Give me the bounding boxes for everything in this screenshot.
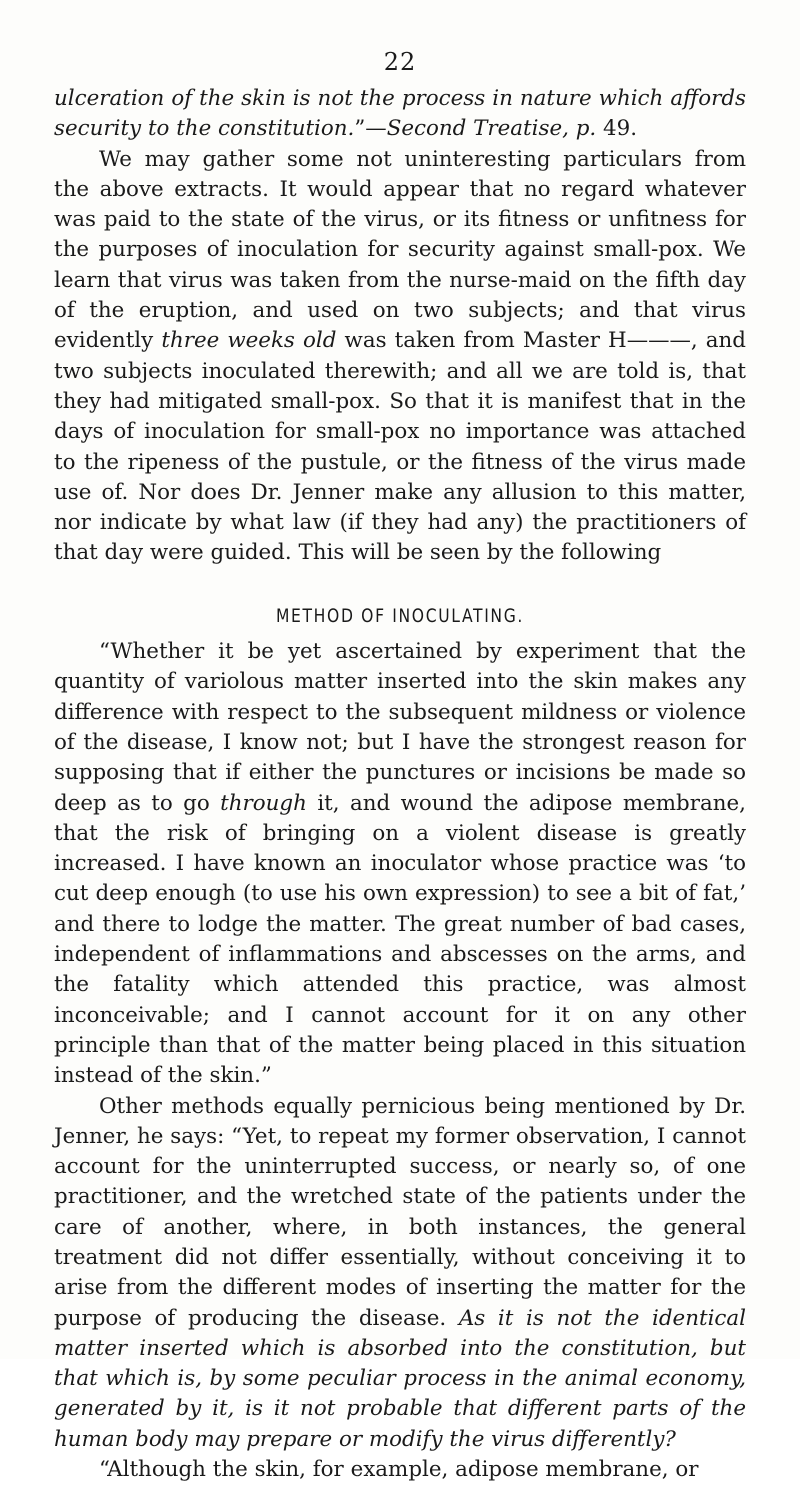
paragraph-text: “Although the skin, for example, adipose membrane, or — [99, 1457, 699, 1483]
paragraph — [54, 1455, 746, 1485]
paragraph-text: We may gather some not uninteresting particulars from the above extracts. It would appear that no regard whatever was paid to the state of the virus, or its fitness or unfitness for the purposes of inoculation for security against small-pox. We learn that virus was taken from the nurse-maid on the fifth day of the eruption, and used on two subjects; and that virus evidently — [54, 146, 746, 354]
paragraph-italic: As it is not the identical matter inserted which is absorbed into the constitution, but that which is, by some peculiar process in the animal economy, generated by it, is it not probable that different parts of the human body may prepare or modify the virus differently? — [54, 1305, 746, 1452]
paragraph — [54, 145, 746, 569]
citation-italic: Second Treatise, p. — [386, 116, 597, 142]
paragraph-italic: through — [220, 790, 307, 816]
paragraph-text: was taken from Master H———, and two subjects inoculated therewith; and all we are told is, that they had mitigated small-pox. So that it is manifest that in the days of inoculation for small-pox no importance was attached to the ripeness of the pustule, or the fitness of the virus made use of. Nor does Dr. Jenner make any allusion to this matter, nor indicate by what law (if they had any) the practitioners of that day were guided. This will be seen by the following — [54, 328, 746, 566]
quote-close: ”— — [354, 116, 387, 142]
paragraph-italic: three weeks old — [161, 328, 337, 354]
body-text — [54, 84, 746, 1485]
section-heading: METHOD OF INOCULATING. — [275, 604, 525, 627]
citation-page: 49. — [596, 116, 638, 142]
paragraph — [54, 637, 746, 1091]
page-number: 22 — [383, 48, 417, 76]
paragraph-text: it, and wound the adipose membrane, that the risk of bringing on a violent disease is greatly increased. I have known an inoculator whose practice was ‘to cut deep enough (to use his own expression) to see a bit of fat,’ and there to lodge the matter. The great number of bad cases, independent of inflammations and abscesses on the arms, and the fatality which attended this practice, was almost inconceivable; and I cannot account for it on any other principle than that of the matter being placed in this situation instead of the skin.” — [54, 790, 746, 1089]
paragraph — [54, 1092, 746, 1456]
paragraph-text: Other methods equally pernicious being mentioned by Dr. Jenner, he says: “Yet, to repeat my former observation, I cannot account for the uninterrupted success, or nearly so, of one practitioner, and the wretched state of the patients under the care of another, where, in both instances, the general treatment did not differ essentially, without conceiving it to arise from the different modes of inserting the matter for the purpose of producing the disease. — [54, 1093, 746, 1331]
quote-italic: ulceration of the skin is not the process in nature which affords security to the constitution. — [54, 86, 746, 142]
paragraph-text: “Whether it be yet ascertained by experiment that the quantity of variolous matter inserted into the skin makes any difference with respect to the subsequent mildness or violence of the disease, I know not; but I have the strongest reason for supposing that if either the punctures or incisions be made so deep as to go — [54, 639, 746, 816]
paragraph-quote-ending — [54, 84, 746, 145]
